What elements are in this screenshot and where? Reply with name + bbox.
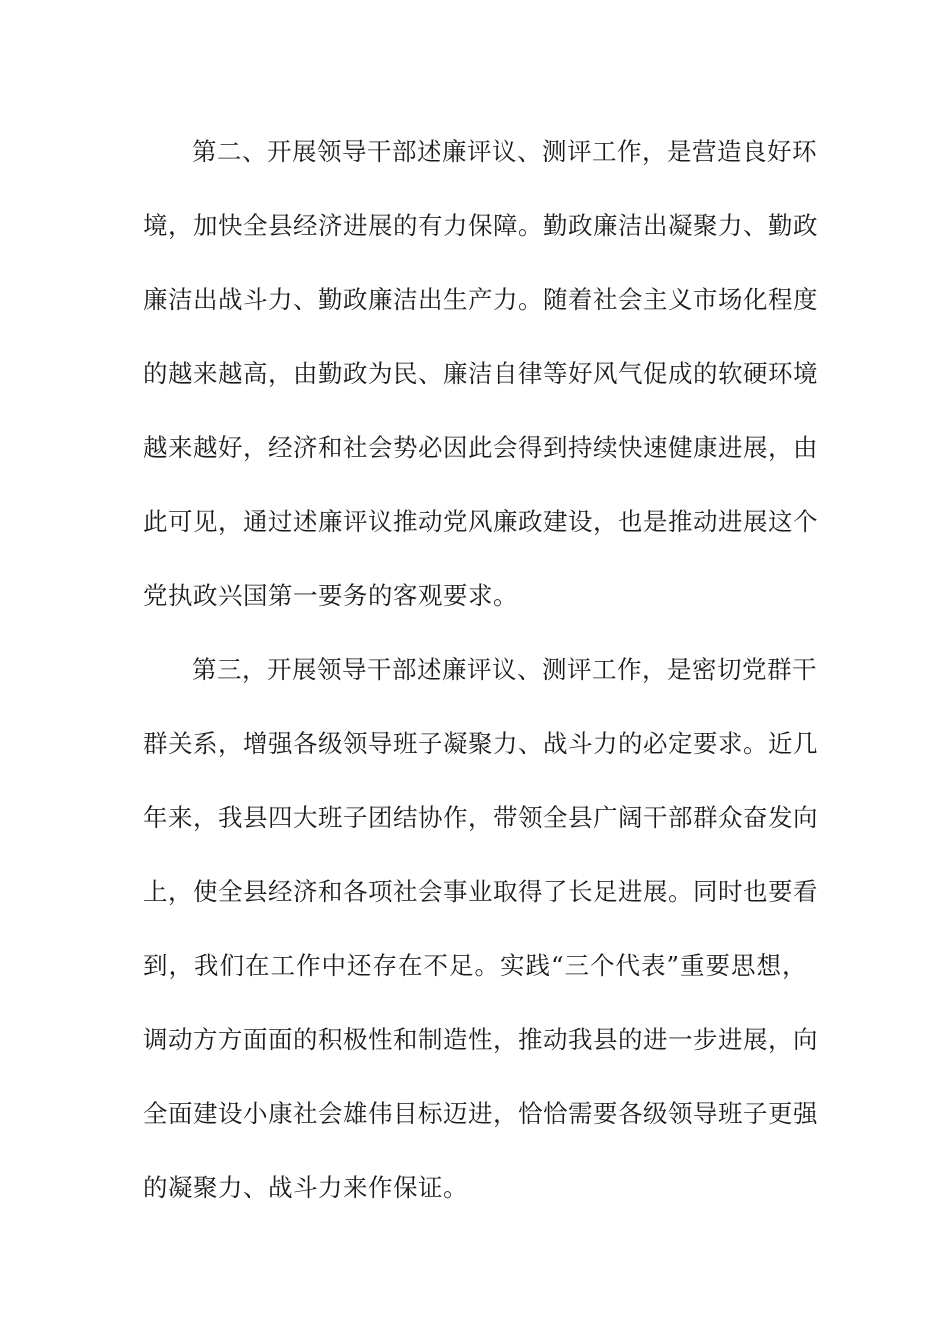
text-line: 调动方方面面的积极性和制造性，推动我县的进一步进展，向 <box>143 1025 818 1054</box>
text-line: 年来，我县四大班子团结协作，带领全县广阔干部群众奋发向 <box>143 803 818 832</box>
text-line: 的越来越高，由勤政为民、廉洁自律等好风气促成的软硬环境 <box>143 359 818 388</box>
text-line: 廉洁出战斗力、勤政廉洁出生产力。随着社会主义市场化程度 <box>143 285 818 314</box>
text-line: 第二、开展领导干部述廉评议、测评工作，是营造良好环 <box>192 137 817 166</box>
text-line: 越来越好，经济和社会势必因此会得到持续快速健康进展，由 <box>143 433 818 462</box>
text-line: 第三，开展领导干部述廉评议、测评工作，是密切党群干 <box>192 655 817 684</box>
text-line: 到，我们在工作中还存在不足。实践“三个代表”重要思想， <box>143 951 807 980</box>
text-line: 的凝聚力、战斗力来作保证。 <box>143 1173 468 1202</box>
document-body <box>143 126 818 1236</box>
text-line: 此可见，通过述廉评议推动党风廉政建设，也是推动进展这个 <box>143 507 818 536</box>
text-line: 群关系，增强各级领导班子凝聚力、战斗力的必定要求。近几 <box>143 729 818 758</box>
text-line: 全面建设小康社会雄伟目标迈进，恰恰需要各级领导班子更强 <box>143 1099 818 1128</box>
text-line: 上，使全县经济和各项社会事业取得了长足进展。同时也要看 <box>143 877 818 906</box>
text-line: 党执政兴国第一要务的客观要求。 <box>143 581 518 610</box>
text-line: 境，加快全县经济进展的有力保障。勤政廉洁出凝聚力、勤政 <box>143 211 818 240</box>
paragraph-second <box>143 126 818 644</box>
paragraph-third <box>143 644 818 1236</box>
